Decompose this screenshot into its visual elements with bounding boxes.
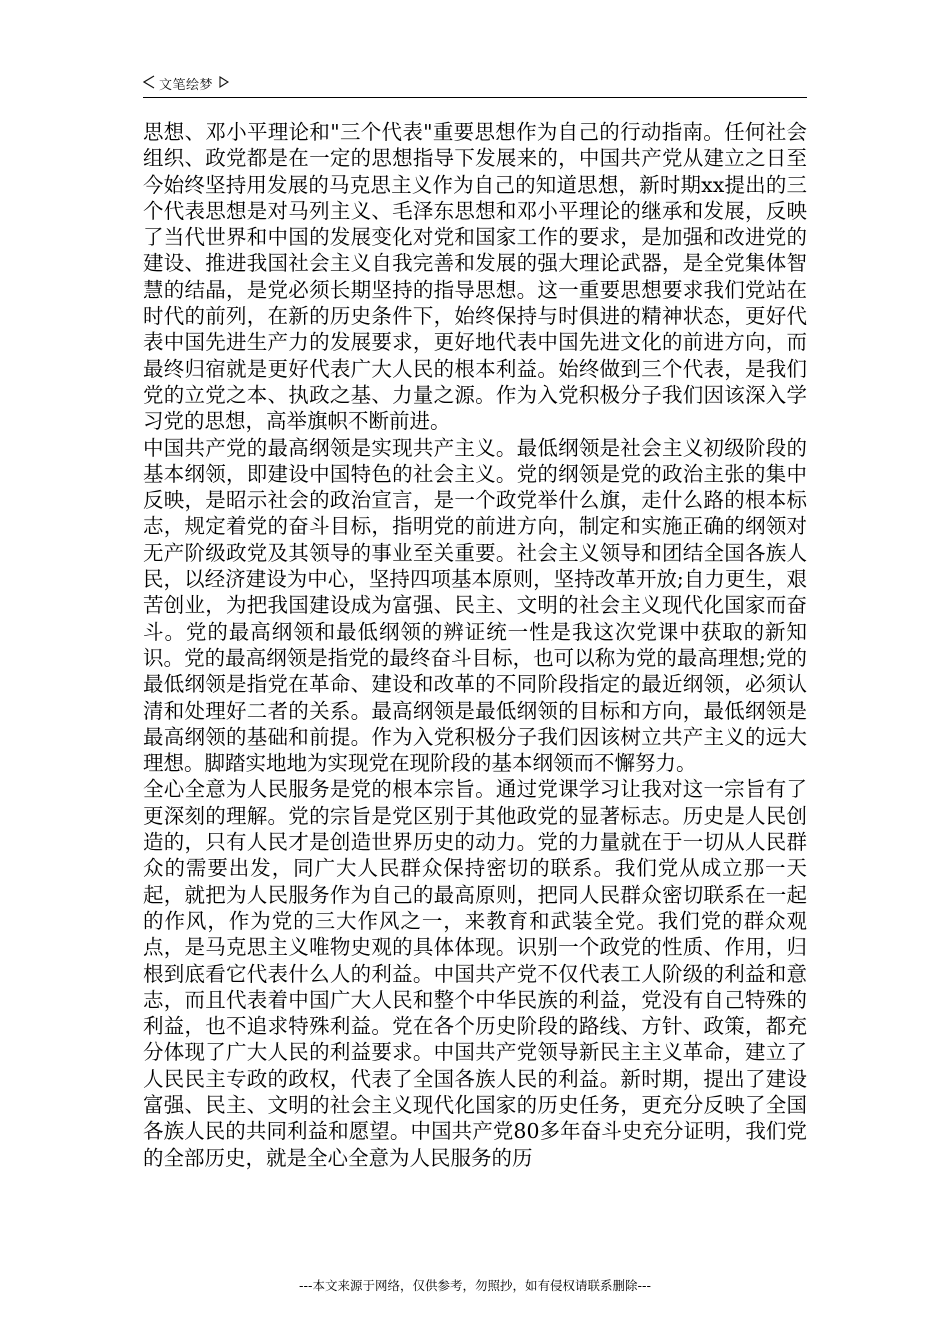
page-footer: ---本文来源于网络，仅供参考，勿照抄，如有侵权请联系删除---: [298, 1278, 652, 1293]
paragraph: 全心全意为人民服务是党的根本宗旨。通过党课学习让我对这一宗旨有了更深刻的理解。党的宗旨是党区别于其他政党的显著标志。历史是人民创造的，只有人民才是创造世界历史的动力。党的力量就在于一切从人民群众的需要出发，同广大人民群众保持密切的联系。我们党从成立那一天起，就把为人民服务作为自己的最高原则，把同人民群众密切联系在一起的作风，作为党的三大作风之一，来教育和武装全党。我们党的群众观点，是马克思主义唯物史观的具体体现。识别一个政党的性质、作用，归根到底看它代表什么人的利益。中国共产党不仅代表工人阶级的利益和意志，而且代表着中国广大人民和整个中华民族的利益，党没有自己特殊的利益，也不追求特殊利益。党在各个历史阶段的路线、方针、政策，都充分体现了广大人民的利益要求。中国共产党领导新民主主义革命，建立了人民民主专政的政权，代表了全国各族人民的利益。新时期，提出了建设富强、民主、文明的社会主义现代化国家的历史任务，更充分反映了全国各族人民的共同利益和愿望。中国共产党80多年奋斗史充分证明，我们党的全部历史，就是全心全意为人民服务的历: [143, 777, 807, 1170]
document-body: [143, 119, 807, 1171]
header-divider: [143, 97, 807, 98]
page-header: [143, 74, 807, 98]
header-brand: 文笔绘梦: [159, 78, 214, 93]
paragraph: 中国共产党的最高纲领是实现共产主义。最低纲领是社会主义初级阶段的基本纲领，即建设中国特色的社会主义。党的纲领是党的政治主张的集中反映，是昭示社会的政治宣言，是一个政党举什么旗，走什么路的根本标志，规定着党的奋斗目标，指明党的前进方向，制定和实施正确的纲领对无产阶级政党及其领导的事业至关重要。社会主义领导和团结全国各族人民，以经济建设为中心，坚持四项基本原则，坚持改革开放;自力更生，艰苦创业，为把我国建设成为富强、民主、文明的社会主义现代化国家而奋斗。党的最高纲领和最低纲领的辨证统一性是我这次党课中获取的新知识。党的最高纲领是指党的最终奋斗目标，也可以称为党的最高理想;党的最低纲领是指党在革命、建设和改革的不同阶段指定的最近纲领，必须认清和处理好二者的关系。最高纲领是最低纲领的目标和方向，最低纲领是最高纲领的基础和前提。作为入党积极分子我们因该树立共产主义的远大理想。脚踏实地地为实现党在现阶段的基本纲领而不懈努力。: [143, 435, 807, 776]
triangle-left-icon: [143, 75, 155, 93]
triangle-right-icon: [219, 76, 229, 92]
paragraph: 思想、邓小平理论和"三个代表"重要思想作为自己的行动指南。任何社会组织、政党都是在一定的思想指导下发展来的，中国共产党从建立之日至今始终坚持用发展的马克思主义作为自己的知道思想，新时期xx提出的三个代表思想是对马列主义、毛泽东思想和邓小平理论的继承和发展，反映了当代世界和中国的发展变化对党和国家工作的要求，是加强和改进党的建设、推进我国社会主义自我完善和发展的强大理论武器，是全党集体智慧的结晶，是党必须长期坚持的指导思想。这一重要思想要求我们党站在时代的前列，在新的历史条件下，始终保持与时俱进的精神状态，更好代表中国先进生产力的发展要求，更好地代表中国先进文化的前进方向，而最终归宿就是更好代表广大人民的根本利益。始终做到三个代表，是我们党的立党之本、执政之基、力量之源。作为入党积极分子我们因该深入学习党的思想，高举旗帜不断前进。: [143, 120, 807, 434]
